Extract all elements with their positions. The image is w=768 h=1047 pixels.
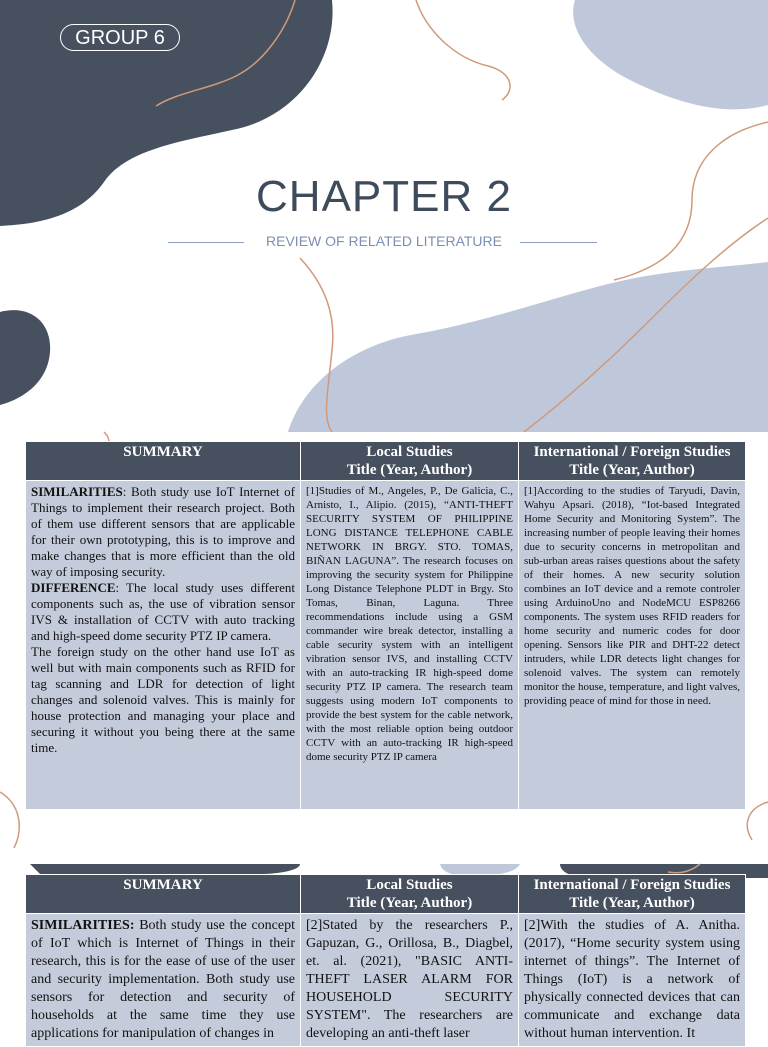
literature-table-1 <box>25 441 746 810</box>
local-study-cell: [2]Stated by the researchers P., Gapuzan, G., Orillosa, B., Diagbel, et. al. (2021), "BASIC ANTI-THEFT LASER ALARM FOR HOUSEHOLD SECURITY SYSTEM". The researchers are developing an anti-theft laser <box>301 914 519 1047</box>
table-header-row <box>26 442 746 481</box>
chapter-title: CHAPTER 2 <box>256 172 512 221</box>
summary-header: SUMMARY <box>26 442 301 481</box>
difference-text: : The local study uses different components such as, the use of vibration sensor IVS & installation of CCTV with auto tracking and high-speed dome security PTZ IP camera. <box>31 580 295 643</box>
table-row <box>26 914 746 1047</box>
international-studies-header: International / Foreign Studies Title (Year, Author) <box>519 442 746 481</box>
summary-cell <box>26 481 301 810</box>
local-studies-header: Local Studies Title (Year, Author) <box>301 875 519 914</box>
difference-label: DIFFERENCE <box>31 580 116 595</box>
right-divider <box>520 242 597 243</box>
literature-slide-2 <box>0 864 768 1041</box>
international-study-cell: [2]With the studies of A. Anitha. (2017), “Home security system using internet of things”. The Internet of Things (IoT) is a network of physically connected devices that can communicate and exchange data without human intervention. It <box>519 914 746 1047</box>
local-study-cell: [1]Studies of M., Angeles, P., De Galicia, C., Arnisto, I., Alipio. (2015), “ANTI-THEFT SECURITY SYSTEM OF PHILIPPINE LONG DISTANCE TELEPHONE CABLE NETWORK IN BRGY. STO. TOMAS, BIÑAN LAGUNA”. The research focuses on improving the security system for Philippine Long Distance Telephone PLDT in Brgy. Sto Tomas, Binan, Laguna. Three recommendations include using a GSM commander wire break detector, installing a cable security system with an intelligent vibration sensor IVS, and installing CCTV with an auto-tracking IR high-speed dome security PTZ IP camera. The research team suggests using modern IoT components to provide the best system for the cable network, with the most reliable option being outdoor CCTV with an auto-tracking IR high-speed dome security PTZ IP camera <box>301 481 519 810</box>
title-slide <box>0 0 768 432</box>
local-studies-header: Local Studies Title (Year, Author) <box>301 442 519 481</box>
summary-cell <box>26 914 301 1047</box>
international-studies-header: International / Foreign Studies Title (Year, Author) <box>519 875 746 914</box>
literature-slide-1 <box>0 432 768 864</box>
similarities-text: : Both study use IoT Internet of Things to implement their research project. Both of them use different sensors that are applicable for their own prototyping, this is to improve and make changes that is more efficient than the old way of imposing security. <box>31 484 295 579</box>
table-header-row <box>26 875 746 914</box>
foreign-difference-text: The foreign study on the other hand use IoT as well but with main components such as RFID for tag scanning and LDR for detection of light changes and solenoid valves. This is mainly for house protection and managing your place and securing it without you being there at the same time. <box>31 644 295 755</box>
table-row <box>26 481 746 810</box>
summary-header: SUMMARY <box>26 875 301 914</box>
similarities-text: Both study use the concept of IoT which is Internet of Things in their research, this is for the ease of use of the user and security implementation. Both study use sensors for detection and security of households at the same time they use applications for manipulation of changes in <box>31 918 295 1041</box>
group-label: GROUP 6 <box>60 24 180 51</box>
similarities-label: SIMILARITIES: <box>31 918 135 933</box>
literature-table-2 <box>25 874 746 1047</box>
chapter-subtitle: REVIEW OF RELATED LITERATURE <box>266 233 502 249</box>
international-study-cell: [1]According to the studies of Taryudi, Davin, Wahyu Apsari. (2018), “Iot-based Integrated Home Security and Monitoring System”. The increasing number of people leaving their homes due to security concerns in metropolitan and sub-urban areas raises questions about the safety of their homes. A new security solution combines an IoT device and a remote controler using ArduinoUno and NodeMCU ESP8266 components. The system uses RFID readers for home security and numeric codes for door opening. Sensors like PIR and DHT-22 detect intruders, while LDR detects light changes for solenoid valves. The system can remotely monitor the house, temperature, and light valves, providing peace of mind for those in need. <box>519 481 746 810</box>
similarities-label: SIMILARITIES <box>31 484 123 499</box>
